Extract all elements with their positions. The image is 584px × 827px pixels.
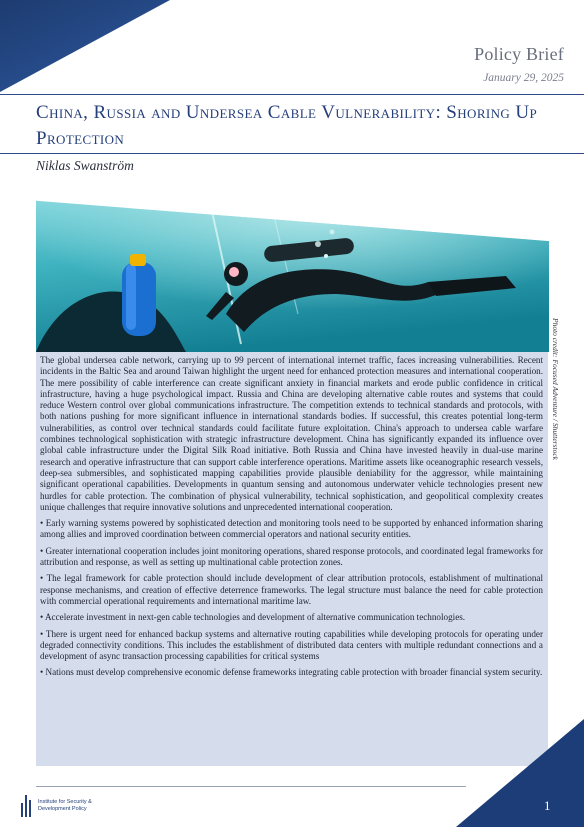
- footer-divider: [36, 786, 466, 787]
- bullet-economic-defense: • Nations must develop comprehensive economic defense frameworks integrating cable protection with broader financial system security.: [40, 667, 543, 678]
- doc-type-label: Policy Brief: [474, 44, 564, 64]
- header-corner-triangle: [0, 0, 170, 92]
- bullet-legal-framework: • The legal framework for cable protection should include development of clear attribution protocols, establishment of multinational response mechanisms, and creation of effective deterrence frameworks. The legal structure must balance the need for cable protection with commercial operational requirements and international maritime law.: [40, 573, 543, 606]
- cover-photo-divers: [36, 184, 549, 352]
- bullet-international-cooperation: • Greater international cooperation includes joint monitoring operations, shared response protocols, and coordinated legal frameworks for attribution and response, as well as setting up multinational cable protection zones.: [40, 545, 543, 568]
- header-divider: [0, 94, 584, 95]
- photo-credit: Photo credit: Focused Adventure / Shutterstock: [551, 318, 560, 460]
- summary-text: [40, 355, 543, 679]
- institute-name-line2: Development Policy: [38, 806, 87, 812]
- institute-logo-icon: [20, 795, 32, 817]
- institute-name: [38, 799, 128, 813]
- page-title: China, Russia and Undersea Cable Vulnerability: Shoring Up Protection: [36, 102, 538, 149]
- bullet-backup-systems: • There is urgent need for enhanced backup systems and alternative routing capabilities while developing protocols for operating under degraded connectivity conditions. This includes the establishment of distributed data centers with multiple redundant connections and a development of async transaction processing capabilities for critical systems: [40, 628, 543, 662]
- bullet-investment: • Accelerate investment in next-gen cable technologies and development of alternative communication technologies.: [40, 612, 466, 623]
- page-number: 1: [544, 798, 551, 813]
- institute-name-line1: Institute for Security &: [38, 799, 92, 805]
- publication-date: January 29, 2025: [483, 72, 564, 84]
- author-name: Niklas Swanström: [36, 158, 134, 173]
- underwater-scene-image: [36, 184, 549, 352]
- bullet-early-warning: • Early warning systems powered by sophisticated detection and monitoring tools need to be supported by enhanced information sharing among allies and improved coordination between commercial operators and national security entities.: [40, 518, 543, 540]
- title-divider: [0, 153, 584, 154]
- summary-intro: The global undersea cable network, carrying up to 99 percent of international internet traffic, faces increasing vulnerabilities. Recent incidents in the Baltic Sea and around Taiwan highlight the urgent need for enhanced protection measures and international cooperation. The mere possibility of cable interference can create significant anxiety in financial markets and erode public confidence in critical infrastructure, having a huge psychological impact. Russia and China are developing alternative cable routes and systems that could reduce Western control over global communications infrastructure. The competition extends to technical standards and protocols, with both nations pushing for more significant influence in international standards bodies. If successful, this creates potential long-term vulnerabilities, as control over technical standards could facilitate future exploitation. China's approach to undersea cable warfare combines technological sophistication with strategic infrastructure development. China has significantly expanded its influence over global cable infrastructure under the Digital Silk Road initiative. Both Russia and China have invested heavily in dual-use marine research and operative infrastructure that can support cable interference operations. Maritime assets like oceanographic research vessels, deep-sea submersibles, and sophisticated mapping capabilities provide plausible deniability for the aggressor, while maintaining significant operational capabilities. Developments in quantum sensing and autonomous underwater vehicle technologies present new hurdles for cable protection. The combination of physical vulnerability, technical sophistication, and geopolitical complexity creates unique challenges that require innovative solutions and unprecedented international cooperation.: [40, 355, 543, 512]
